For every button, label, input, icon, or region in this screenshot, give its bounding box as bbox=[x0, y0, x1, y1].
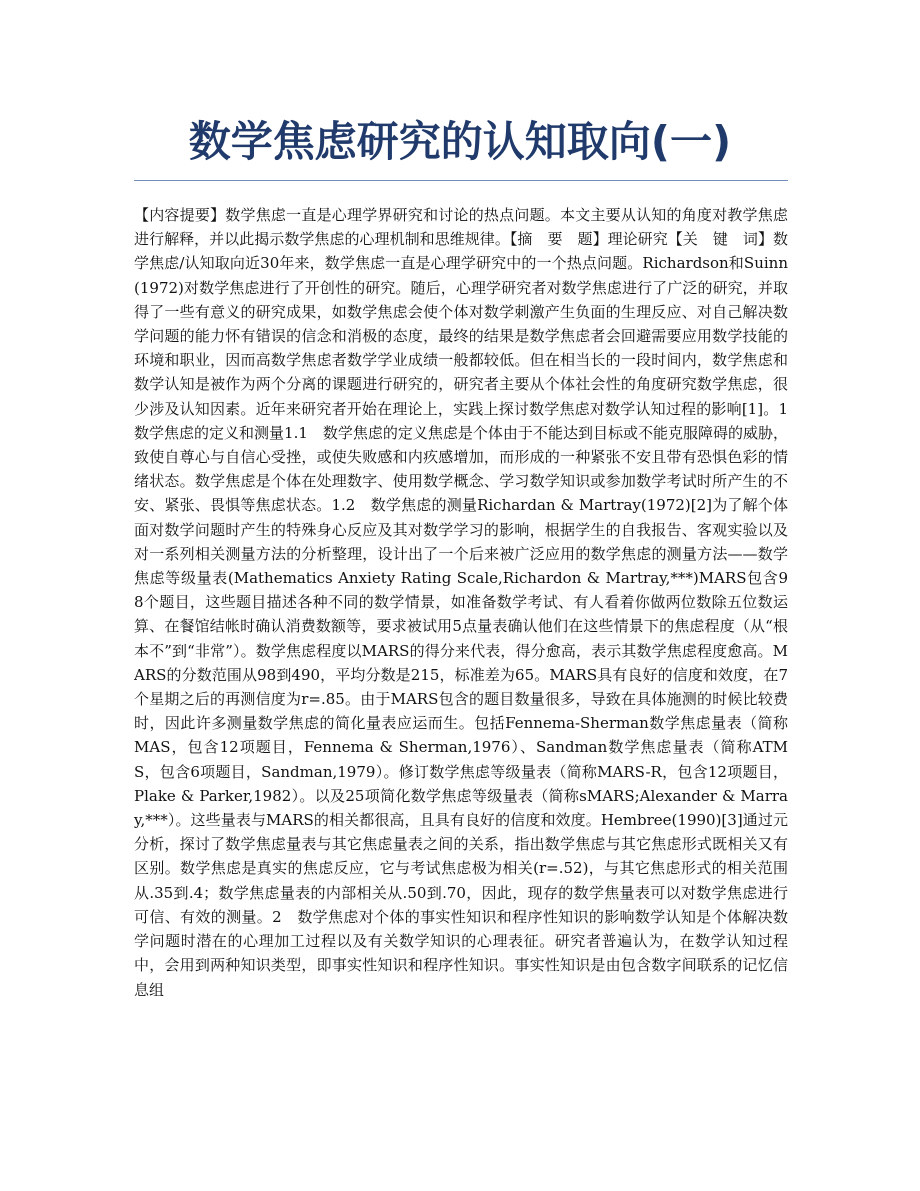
document-body: 【内容提要】数学焦虑一直是心理学界研究和讨论的热点问题。本文主要从认知的角度对教学焦虑进行解释，并以此揭示数学焦虑的心理机制和思维规律。【摘 要 题】理论研究【关 键 词】数学焦虑/认知取向近30年来，数学焦虑一直是心理学研究中的一个热点问题。Richardson和Suinn(1972)对数学焦虑进行了开创性的研究。随后，心理学研究者对数学焦虑进行了广泛的研究，并取得了一些有意义的研究成果，如数学焦虑会使个体对数学刺激产生负面的生理反应、对自己解决数学问题的能力怀有错误的信念和消极的态度，最终的结果是数学焦虑者会回避需要应用数学技能的环境和职业，因而高数学焦虑者数学学业成绩一般都较低。但在相当长的一段时间内，数学焦虑和数学认知是被作为两个分离的课题进行研究的，研究者主要从个体社会性的角度研究数学焦虑，很少涉及认知因素。近年来研究者开始在理论上，实践上探讨数学焦虑对数学认知过程的影响[1]。1 数学焦虑的定义和测量1.1 数学焦虑的定义焦虑是个体由于不能达到目标或不能克服障碍的威胁，致使自尊心与自信心受挫，或使失败感和内疚感增加，而形成的一种紧张不安且带有恐惧色彩的情绪状态。数学焦虑是个体在处理数字、使用数学概念、学习数学知识或参加数学考试时所产生的不安、紧张、畏惧等焦虑状态。1.2 数学焦虑的测量Richardan & Martray(1972)[2]为了解个体面对数学问题时产生的特殊身心反应及其对数学学习的影响，根据学生的自我报告、客观实验以及对一系列相关测量方法的分析整理，设计出了一个后来被广泛应用的数学焦虑的测量方法——数学焦虑等级量表(Mathematics Anxiety Rating Scale,Richardon & Martray,***)MARS包含98个题目，这些题目描述各种不同的数学情景，如准备数学考试、有人看着你做两位数除五位数运算、在餐馆结帐时确认消费数额等，要求被试用5点量表确认他们在这些情景下的焦虑程度（从“根本不”到“非常”）。数学焦虑程度以MARS的得分来代表，得分愈高，表示其数学焦虑程度愈高。MARS的分数范围从98到490，平均分数是215，标准差为65。MARS具有良好的信度和效度，在7个星期之后的再测信度为r=.85。由于MARS包含的题目数量很多，导致在具体施测的时候比较费时，因此许多测量数学焦虑的简化量表应运而生。包括Fennema-Sherman数学焦虑量表（简称MAS，包含12项题目，Fennema & Sherman,1976）、Sandman数学焦虑量表（简称ATMS，包含6项题目，Sandman,1979）。修订数学焦虑等级量表（简称MARS-R，包含12项题目，Plake & Parker,1982）。以及25项简化数学焦虑等级量表（简称sMARS;Alexander & Marray,***）。这些量表与MARS的相关都很高，且具有良好的信度和效度。Hembree(1990)[3]通过元分析，探讨了数学焦虑量表与其它焦虑量表之间的关系，指出数学焦虑与其它焦虑形式既相关又有区别。数学焦虑是真实的焦虑反应，它与考试焦虑极为相关(r=.52)，与其它焦虑形式的相关范围从.35到.4；数学焦虑量表的内部相关从.50到.70，因此，现存的数学焦量表可以对数学焦虑进行可信、有效的测量。2 数学焦虑对个体的事实性知识和程序性知识的影响数学认知是个体解决数学问题时潜在的心理加工过程以及有关数学知识的心理表征。研究者普遍认为，在数学认知过程中，会用到两种知识类型，即事实性知识和程序性知识。事实性知识是由包含数字间联系的记忆信息组 bbox=[134, 206, 804, 999]
title-divider bbox=[134, 180, 788, 181]
document-title: 数学焦虑研究的认知取向(一) bbox=[188, 117, 732, 166]
